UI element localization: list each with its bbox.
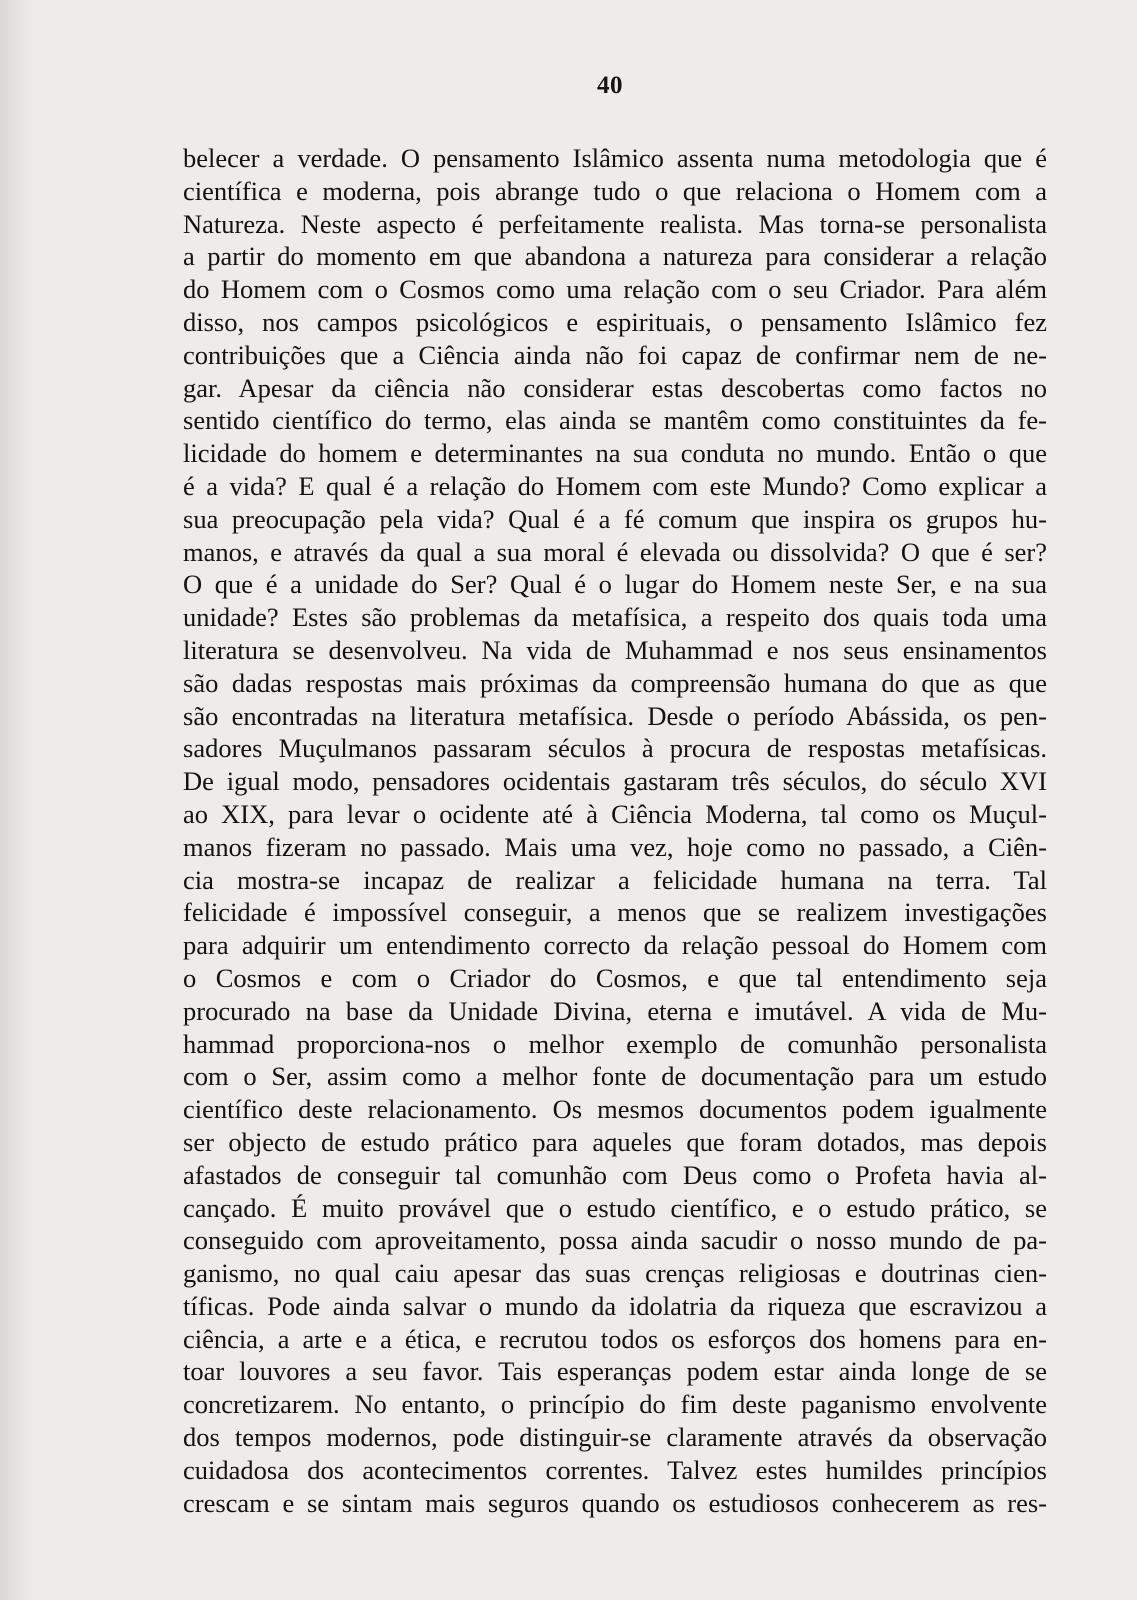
text-line: manos, e através da qual a sua moral é elevada ou dissolvida? O que é ser? bbox=[183, 536, 1047, 567]
text-line: crescam e se sintam mais seguros quando os estudiosos conhecerem as res- bbox=[183, 1487, 1047, 1518]
text-line: para adquirir um entendimento correcto da relação pessoal do Homem com bbox=[183, 930, 1047, 961]
text-line: belecer a verdade. O pensamento Islâmico assenta numa metodologia que é bbox=[183, 143, 1047, 173]
text-line: hammad proporciona-nos o melhor exemplo de comunhão personalista bbox=[183, 1028, 1047, 1059]
body-paragraph bbox=[183, 142, 1047, 1519]
text-line: a partir do momento em que abandona a natureza para considerar a relação bbox=[183, 241, 1047, 272]
text-line: De igual modo, pensadores ocidentais gastaram três séculos, do século XVI bbox=[183, 766, 1047, 797]
text-line: científico deste relacionamento. Os mesmos documentos podem igualmente bbox=[183, 1094, 1047, 1125]
text-line: tíficas. Pode ainda salvar o mundo da idolatria da riqueza que escravizou a bbox=[183, 1290, 1047, 1321]
text-line: conseguido com aproveitamento, possa ainda sacudir o nosso mundo de pa- bbox=[183, 1225, 1047, 1256]
page-binding-edge bbox=[0, 0, 34, 1600]
text-line: Natureza. Neste aspecto é perfeitamente realista. Mas torna-se personalista bbox=[183, 208, 1047, 239]
text-line: sua preocupação pela vida? Qual é a fé comum que inspira os grupos hu- bbox=[183, 503, 1047, 534]
text-line: gar. Apesar da ciência não considerar estas descobertas como factos no bbox=[183, 372, 1047, 403]
text-line: ser objecto de estudo prático para aqueles que foram dotados, mas depois bbox=[183, 1126, 1047, 1157]
text-line: cançado. É muito provável que o estudo científico, e o estudo prático, se bbox=[183, 1192, 1047, 1223]
text-line: contribuições que a Ciência ainda não foi capaz de confirmar nem de ne- bbox=[183, 339, 1047, 370]
text-line: sentido científico do termo, elas ainda se mantêm como constituintes da fe- bbox=[183, 405, 1047, 436]
text-line: felicidade é impossível conseguir, a menos que se realizem investigações bbox=[183, 897, 1047, 928]
text-line: procurado na base da Unidade Divina, eterna e imutável. A vida de Mu- bbox=[183, 995, 1047, 1026]
text-line: ganismo, no qual caiu apesar das suas crenças religiosas e doutrinas cien- bbox=[183, 1258, 1047, 1289]
text-line: disso, nos campos psicológicos e espirituais, o pensamento Islâmico fez bbox=[183, 306, 1047, 337]
text-line: manos fizeram no passado. Mais uma vez, hoje como no passado, a Ciên- bbox=[183, 831, 1047, 862]
text-line: do Homem com o Cosmos como uma relação com o seu Criador. Para além bbox=[183, 274, 1047, 305]
text-line: dos tempos modernos, pode distinguir-se claramente através da observação bbox=[183, 1422, 1047, 1453]
text-line: são encontradas na literatura metafísica. Desde o período Abássida, os pen- bbox=[183, 700, 1047, 731]
text-line: concretizarem. No entanto, o princípio do fim deste paganismo envolvente bbox=[183, 1389, 1047, 1420]
page-number: 40 bbox=[597, 72, 623, 99]
text-line: científica e moderna, pois abrange tudo o que relaciona o Homem com a bbox=[183, 175, 1047, 206]
text-line: literatura se desenvolveu. Na vida de Muhammad e nos seus ensinamentos bbox=[183, 634, 1047, 665]
text-line: O que é a unidade do Ser? Qual é o lugar do Homem neste Ser, e na sua bbox=[183, 569, 1047, 600]
text-line: cuidadosa dos acontecimentos correntes. Talvez estes humildes princípios bbox=[183, 1454, 1047, 1485]
text-line: ciência, a arte e a ética, e recrutou todos os esforços dos homens para en- bbox=[183, 1323, 1047, 1354]
text-line: afastados de conseguir tal comunhão com Deus como o Profeta havia al- bbox=[183, 1159, 1047, 1190]
text-line: toar louvores a seu favor. Tais esperanças podem estar ainda longe de se bbox=[183, 1356, 1047, 1387]
text-line: são dadas respostas mais próximas da compreensão humana do que as que bbox=[183, 667, 1047, 698]
text-line: ao XIX, para levar o ocidente até à Ciência Moderna, tal como os Muçul- bbox=[183, 798, 1047, 829]
text-line: unidade? Estes são problemas da metafísica, a respeito dos quais toda uma bbox=[183, 602, 1047, 633]
text-line: é a vida? E qual é a relação do Homem com este Mundo? Como explicar a bbox=[183, 470, 1047, 501]
text-line: o Cosmos e com o Criador do Cosmos, e que tal entendimento seja bbox=[183, 962, 1047, 993]
text-line: cia mostra-se incapaz de realizar a felicidade humana na terra. Tal bbox=[183, 864, 1047, 895]
text-line: sadores Muçulmanos passaram séculos à procura de respostas metafísicas. bbox=[183, 733, 1047, 764]
text-line: com o Ser, assim como a melhor fonte de documentação para um estudo bbox=[183, 1061, 1047, 1092]
text-line: licidade do homem e determinantes na sua conduta no mundo. Então o que bbox=[183, 438, 1047, 469]
